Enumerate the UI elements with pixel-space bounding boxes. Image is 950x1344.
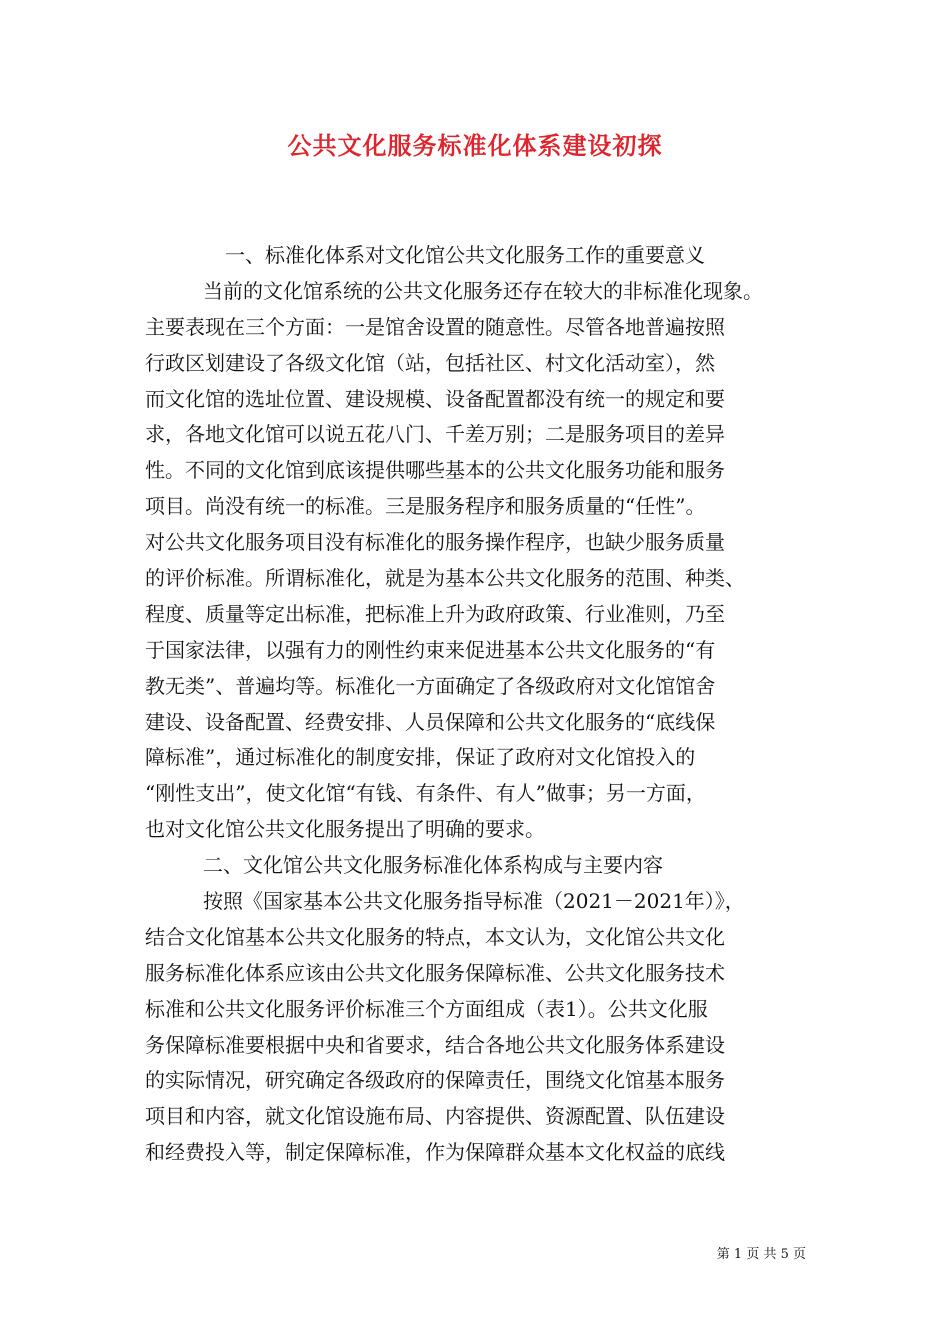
paragraph-line: 求，各地文化馆可以说五花八门、千差万别；二是服务项目的差异 [145,422,725,447]
paragraph-line: 务保障标准要根据中央和省要求，结合各地公共文化服务体系建设 [145,1032,725,1057]
paragraph-line: 程度、质量等定出标准，把标准上升为政府政策、行业准则，乃至 [145,601,725,626]
paragraph-line: 服务标准化体系应该由公共文化服务保障标准、公共文化服务技术 [145,960,725,985]
paragraph-line: 教无类”、普遍均等。标准化一方面确定了各级政府对文化馆馆舍 [145,673,716,698]
document-title: 公共文化服务标准化体系建设初探 [287,132,663,160]
paragraph-line: 也对文化馆公共文化服务提出了明确的要求。 [145,817,545,842]
paragraph-line: 的评价标准。所谓标准化，就是为基本公共文化服务的范围、种类、 [145,566,745,591]
section-heading-2: 二、文化馆公共文化服务标准化体系构成与主要内容 [203,853,663,878]
paragraph-line: 当前的文化馆系统的公共文化服务还存在较大的非标准化现象。 [203,278,763,303]
paragraph-line: 性。不同的文化馆到底该提供哪些基本的公共文化服务功能和服务 [145,458,725,483]
paragraph-line: 障标准”，通过标准化的制度安排，保证了政府对文化馆投入的 [145,745,696,770]
paragraph-line: 对公共文化服务项目没有标准化的服务操作程序，也缺少服务质量 [145,530,725,555]
paragraph-line: 主要表现在三个方面：一是馆舍设置的随意性。尽管各地普遍按照 [145,314,725,339]
paragraph-line: 结合文化馆基本公共文化服务的特点，本文认为，文化馆公共文化 [145,924,725,949]
paragraph-line: 项目和内容，就文化馆设施布局、内容提供、资源配置、队伍建设 [145,1104,725,1129]
paragraph-line: 行政区划建设了各级文化馆（站，包括社区、村文化活动室），然 [145,350,715,375]
page-number-footer: 第 1 页 共 5 页 [716,1247,806,1262]
paragraph-line: 于国家法律，以强有力的刚性约束来促进基本公共文化服务的“有 [145,637,716,662]
paragraph-line: 的实际情况，研究确定各级政府的保障责任，围绕文化馆基本服务 [145,1068,725,1093]
paragraph-line: 和经费投入等，制定保障标准，作为保障群众基本文化权益的底线 [145,1140,725,1165]
paragraph-line: “刚性支出”，使文化馆“有钱、有条件、有人”做事；另一方面， [145,781,706,806]
paragraph-line: 建设、设备配置、经费安排、人员保障和公共文化服务的“底线保 [145,709,716,734]
section-heading-1: 一、标准化体系对文化馆公共文化服务工作的重要意义 [225,243,705,267]
document-body [145,238,810,1171]
paragraph-line: 项目。尚没有统一的标准。三是服务程序和服务质量的“任性”。 [145,494,706,519]
paragraph-line: 标准和公共文化服务评价标准三个方面组成（表1）。公共文化服 [145,996,708,1021]
paragraph-line: 按照《国家基本公共文化服务指导标准（2021－2021年）》， [203,889,745,914]
paragraph-line: 而文化馆的选址位置、建设规模、设备配置都没有统一的规定和要 [145,386,725,411]
